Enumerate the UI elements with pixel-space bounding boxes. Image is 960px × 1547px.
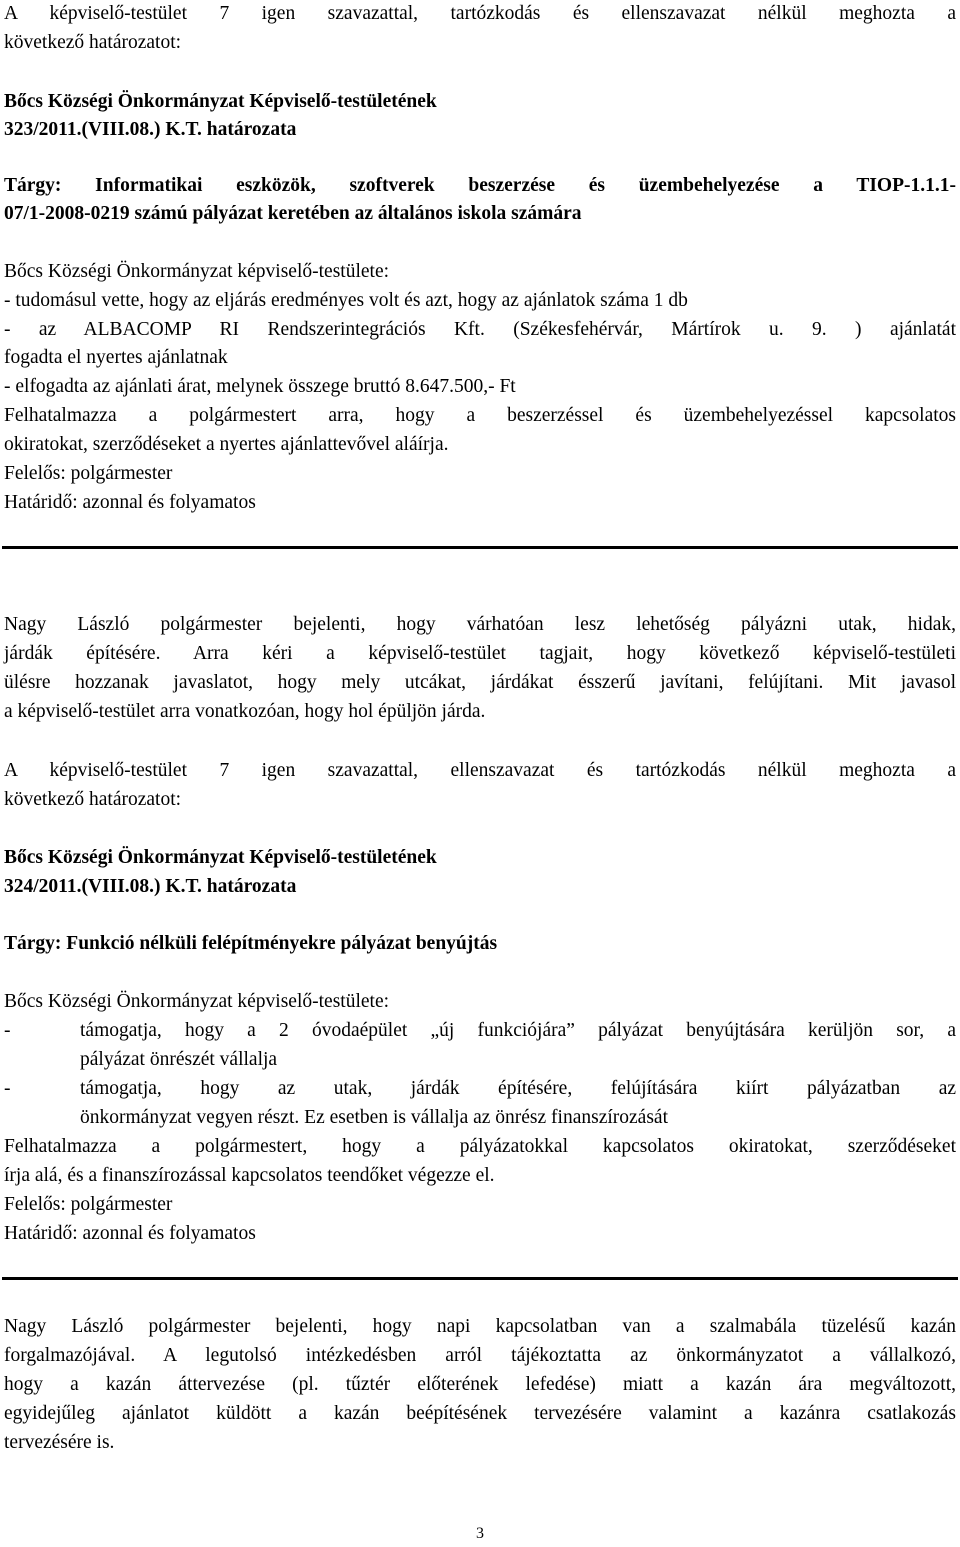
list-item-continued: pályázat önrészét vállalja (80, 1049, 278, 1070)
deadline: Határidő: azonnal és folyamatos (4, 1223, 256, 1244)
resolution-number: 323/2011.(VIII.08.) K.T. határozata (4, 119, 297, 140)
deadline: Határidő: azonnal és folyamatos (4, 492, 256, 513)
vote-statement-continued: következő határozatot: (4, 32, 182, 53)
council-intro: Bőcs Községi Önkormányzat képviselő-testülete: (4, 261, 390, 282)
responsible-person: Felelős: polgármester (4, 1194, 173, 1215)
authorization-text-continued: okiratokat, szerződéseket a nyertes ajánlattevővel aláírja. (4, 434, 449, 455)
section-divider (2, 1277, 958, 1280)
announcement-text: ülésre hozzanak javaslatot, hogy mely utcákat, járdákat ésszerű javítani, felújítani. Mit javasol (4, 672, 956, 693)
decision-item: - tudomásul vette, hogy az eljárás eredményes volt és azt, hogy az ajánlatok száma 1 db (4, 290, 688, 311)
vote-statement: A képviselő-testület 7 igen szavazattal, ellenszavazat és tartózkodás nélkül meghozta a (4, 760, 956, 781)
vote-statement: A képviselő-testület 7 igen szavazattal, tartózkodás és ellenszavazat nélkül meghozta a (4, 3, 956, 24)
resolution-subject-continued: 07/1-2008-0219 számú pályázat keretében az általános iskola számára (4, 203, 582, 224)
announcement-text: Nagy László polgármester bejelenti, hogy napi kapcsolatban van a szalmabála tüzelésű kazán (4, 1316, 956, 1337)
section-divider (2, 546, 958, 549)
council-intro: Bőcs Községi Önkormányzat képviselő-testülete: (4, 991, 390, 1012)
resolution-subject: Tárgy: Informatikai eszközök, szoftverek beszerzése és üzembehelyezése a TIOP-1.1.1- (4, 175, 956, 196)
resolution-number: 324/2011.(VIII.08.) K.T. határozata (4, 876, 297, 897)
responsible-person: Felelős: polgármester (4, 463, 173, 484)
list-item: támogatja, hogy a 2 óvodaépület „új funkciójára” pályázat benyújtására kerüljön sor, a (80, 1020, 956, 1041)
announcement-text: hogy a kazán áttervezése (pl. tűztér előterének lefedése) miatt a kazán ára megváltozott, (4, 1374, 956, 1395)
announcement-text: egyidejűleg ajánlatot küldött a kazán beépítésének tervezésére valamint a kazánra csatlakozás (4, 1403, 956, 1424)
list-item-continued: önkormányzat vegyen részt. Ez esetben is vállalja az önrész finanszírozását (80, 1107, 668, 1128)
resolution-title: Bőcs Községi Önkormányzat Képviselő-testületének (4, 91, 437, 112)
resolution-subject: Tárgy: Funkció nélküli felépítményekre pályázat benyújtás (4, 933, 498, 954)
vote-statement-continued: következő határozatot: (4, 789, 182, 810)
decision-item-continued: fogadta el nyertes ajánlatnak (4, 347, 228, 368)
announcement-text: járdák építésére. Arra kéri a képviselő-testület tagjait, hogy következő képviselő-testületi (4, 643, 956, 664)
list-item: támogatja, hogy az utak, járdák építésére, felújítására kiírt pályázatban az (80, 1078, 956, 1099)
decision-item: - elfogadta az ajánlati árat, melynek összege bruttó 8.647.500,- Ft (4, 376, 516, 397)
authorization-text-continued: írja alá, és a finanszírozással kapcsolatos teendőket végezze el. (4, 1165, 495, 1186)
announcement-text: tervezésére is. (4, 1432, 115, 1453)
list-bullet: - (4, 1078, 11, 1099)
authorization-text: Felhatalmazza a polgármestert arra, hogy a beszerzéssel és üzembehelyezéssel kapcsolatos (4, 405, 956, 426)
resolution-title: Bőcs Községi Önkormányzat Képviselő-testületének (4, 847, 437, 868)
announcement-text: a képviselő-testület arra vonatkozóan, hogy hol épüljön járda. (4, 701, 486, 722)
authorization-text: Felhatalmazza a polgármestert, hogy a pályázatokkal kapcsolatos okiratokat, szerződéseket (4, 1136, 956, 1157)
decision-item: - az ALBACOMP RI Rendszerintegrációs Kft. (Székesfehérvár, Mártírok u. 9. ) ajánlatát (4, 319, 956, 340)
announcement-text: forgalmazójával. A legutolsó intézkedésben arról tájékoztatta az önkormányzatot a vállalkozó, (4, 1345, 956, 1366)
announcement-text: Nagy László polgármester bejelenti, hogy várhatóan lesz lehetőség pályázni utak, hidak, (4, 614, 956, 635)
page-number: 3 (476, 1525, 484, 1542)
list-bullet: - (4, 1020, 11, 1041)
